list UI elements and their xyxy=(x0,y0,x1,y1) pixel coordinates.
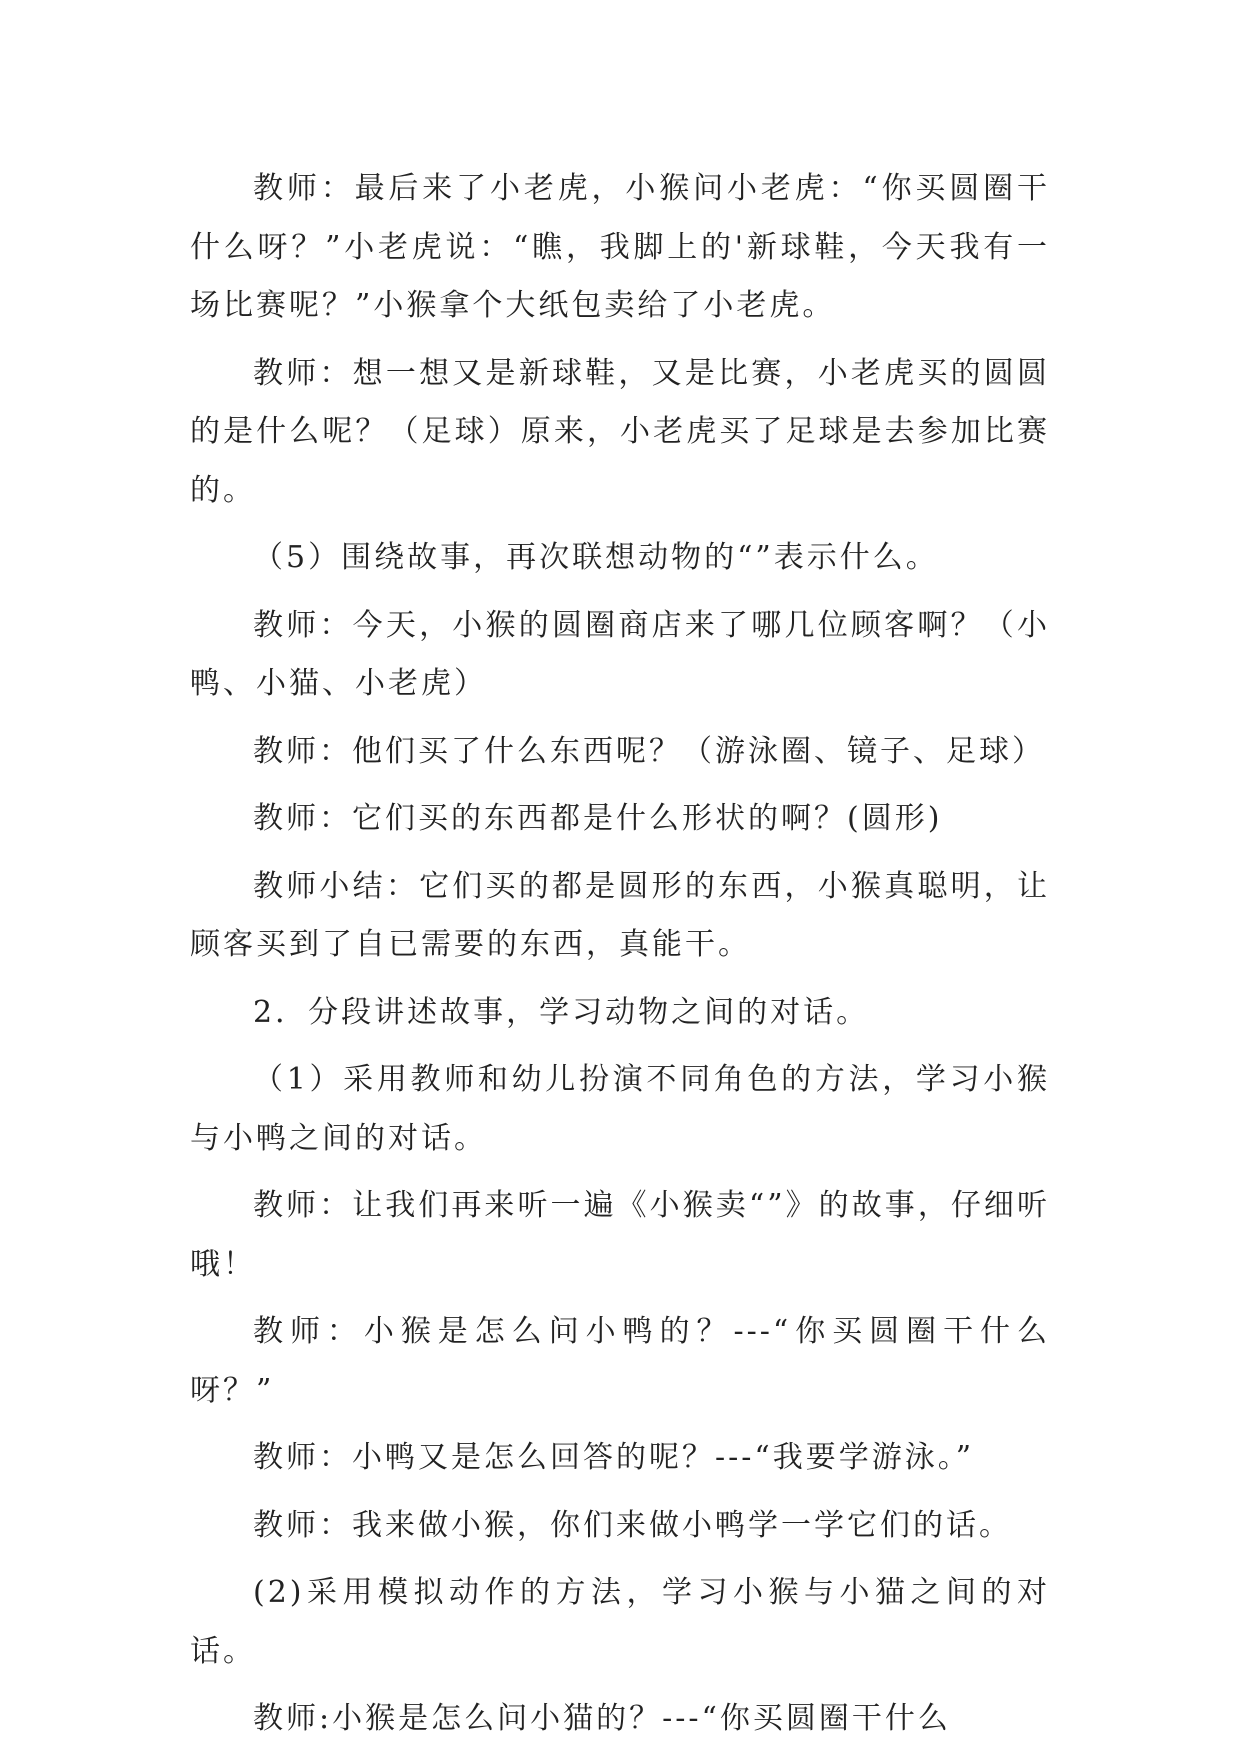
paragraph-monkey-asks-duck: 教师：小猴是怎么问小鸭的？---“你买圆圈干什么呀？” xyxy=(190,1314,1050,1408)
paragraph-what-bought: 教师：他们买了什么东西呢？（游泳圈、镜子、足球） xyxy=(253,733,1045,769)
paragraph-role-play: 教师：我来做小猴，你们来做小鸭学一学它们的话。 xyxy=(253,1507,1012,1543)
paragraph-section-2: 2．分段讲述故事，学习动物之间的对话。 xyxy=(253,994,870,1030)
paragraph-duck-answers: 教师：小鸭又是怎么回答的呢？---“我要学游泳。” xyxy=(253,1440,975,1475)
paragraph-shape-question: 教师：它们买的东西都是什么形状的啊？(圆形) xyxy=(253,801,943,836)
paragraph-listen-again: 教师：让我们再来听一遍《小猴卖“”》的故事，仔细听哦！ xyxy=(190,1188,1050,1282)
paragraph-monkey-asks-cat: 教师:小猴是怎么问小猫的？---“你买圆圈干什么 xyxy=(253,1701,951,1736)
document-body xyxy=(190,160,1050,1758)
paragraph-tiger-football: 教师：想一想又是新球鞋，又是比赛，小老虎买的圆圆的是什么呢？（足球）原来，小老虎买了足球是去参加比赛的。 xyxy=(190,355,1050,508)
paragraph-customers-question: 教师：今天，小猴的圆圈商店来了哪几位顾客啊？（小鸭、小猫、小老虎） xyxy=(190,607,1050,701)
paragraph-step-5: （5）围绕故事，再次联想动物的“”表示什么。 xyxy=(253,540,939,575)
paragraph-teacher-tiger-intro: 教师：最后来了小老虎，小猴问小老虎：“你买圆圈干什么呀？”小老虎说：“瞧，我脚上的'新球鞋，今天我有一场比赛呢？”小猴拿个大纸包卖给了小老虎。 xyxy=(190,171,1050,323)
paragraph-teacher-summary: 教师小结：它们买的都是圆形的东西，小猴真聪明，让顾客买到了自已需要的东西，真能干。 xyxy=(190,868,1050,962)
paragraph-step-1-roles: （1）采用教师和幼儿扮演不同角色的方法，学习小猴与小鸭之间的对话。 xyxy=(190,1062,1050,1156)
paragraph-step-2-actions: (2)采用模拟动作的方法，学习小猴与小猫之间的对话。 xyxy=(190,1575,1050,1669)
